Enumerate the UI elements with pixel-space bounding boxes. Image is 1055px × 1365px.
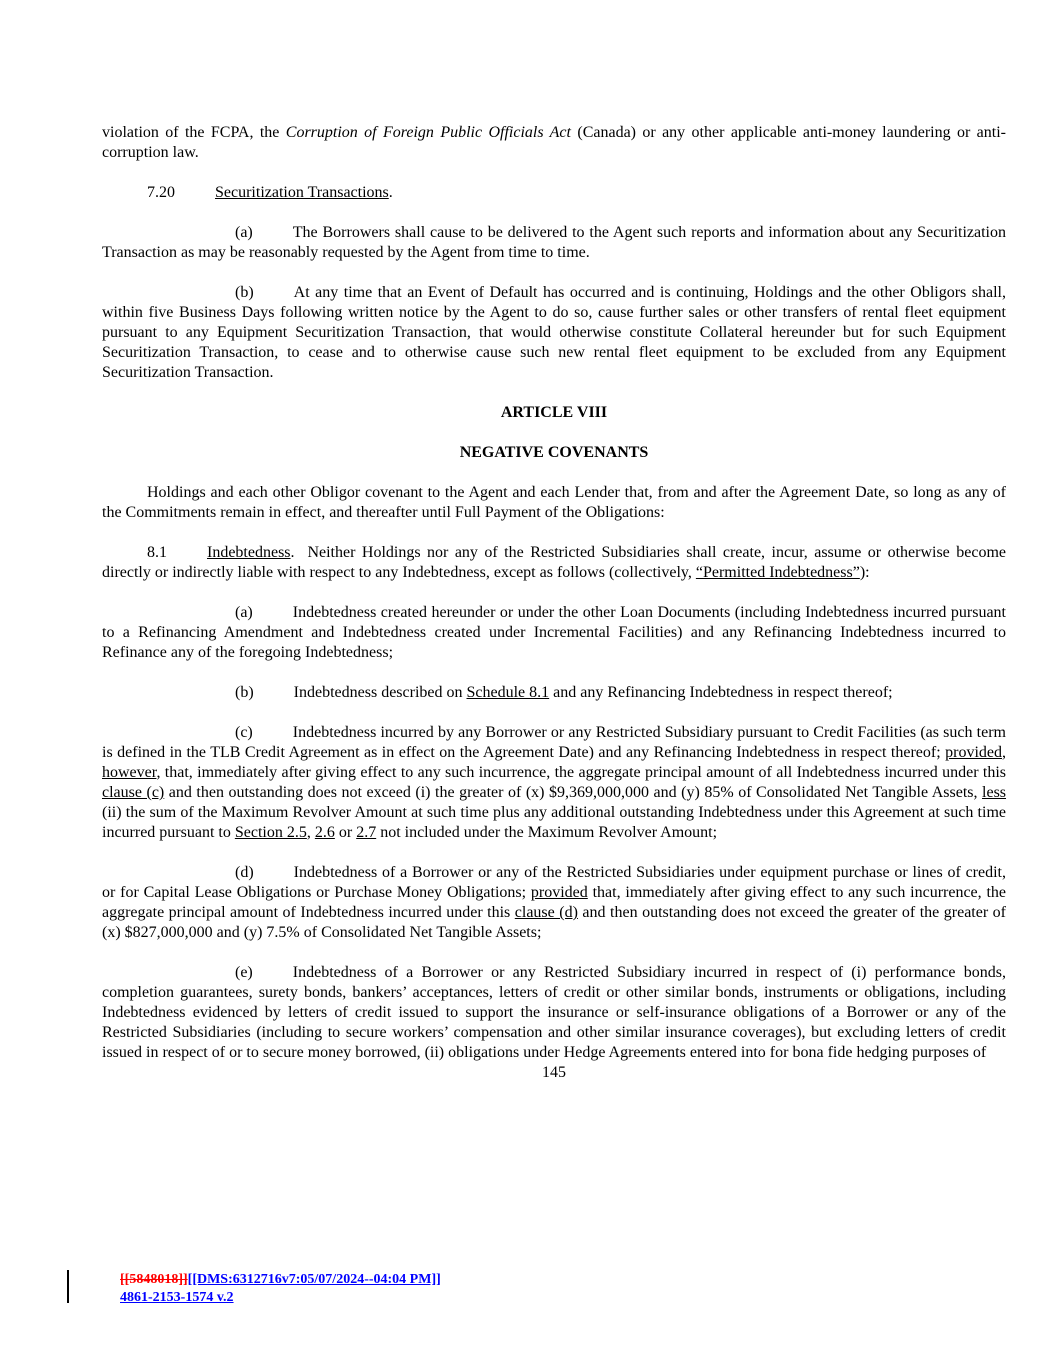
body-text-continuation: violation of the FCPA, the Corruption of Foreign Public Officials Act (Canada) or any other applicable anti-money laundering or anti-corruption law. xyxy=(102,124,1007,161)
covenant-lead-in: Holdings and each other Obligor covenant to the Agent and each Lender that, from and after the Agreement Date, so long as any of the Commitments remain in effect, and thereafter until Full Payment of the Obligations: xyxy=(102,484,1006,521)
clause-8-1-b: (b) Indebtedness described on Schedule 8.1 and any Refinancing Indebtedness in respect thereof; xyxy=(235,684,893,701)
clause-7-20-b: (b) At any time that an Event of Default has occurred and is continuing, Holdings and the other Obligors shall, within five Business Days following written notice by the Agent to do so, cause further sales or other transfers of rental fleet equipment pursuant to any Equipment Securitization Transaction, that would otherwise constitute Collateral hereunder but for such Equipment Securitization Transaction, to cease and to otherwise cause such new rental fleet equipment to be excluded from any Equipment Securitization Transaction. xyxy=(102,284,1006,381)
section-8-1-indebtedness: 8.1 Indebtedness. Neither Holdings nor any of the Restricted Subsidiaries shall create, incur, assume or otherwise become directly or indirectly liable with respect to any Indebtedness, except as follows (collectively, “Permitted Indebtedness”): xyxy=(102,544,1006,581)
negative-covenants-heading: NEGATIVE COVENANTS xyxy=(459,444,649,461)
clause-8-1-c: (c) Indebtedness incurred by any Borrower or any Restricted Subsidiary pursuant to Credit Facilities (as such term is defined in the TLB Credit Agreement as in effect on the Agreement Date) and any Refinancing Indebtedness in respect thereof; provided, however, that, immediately after giving effect to any such incurrence, the aggregate principal amount of all Indebtedness incurred under this clause (c) and then outstanding does not exceed (i) the greater of (x) $9,369,000,000 and (y) 85% of Consolidated Net Tangible Assets, less (ii) the sum of the Maximum Revolver Amount at such time plus any additional outstanding Indebtedness under this Agreement at such time incurred pursuant to Section 2.5, 2.6 or 2.7 not included under the Maximum Revolver Amount; xyxy=(102,724,1007,841)
clause-7-20-a: (a) The Borrowers shall cause to be delivered to the Agent such reports and information about any Securitization Transaction as may be reasonably requested by the Agent from time to time. xyxy=(102,224,1006,261)
article-viii-heading: ARTICLE VIII xyxy=(500,404,608,421)
page-number: 145 xyxy=(542,1064,566,1081)
document-body xyxy=(102,123,1006,1103)
footer-doc-ids: [[5848018]][[DMS:6312716v7:05/07/2024--04:04 PM]] xyxy=(120,1272,441,1287)
document-footer xyxy=(120,1271,441,1307)
clause-8-1-e: (e) Indebtedness of a Borrower or any Restricted Subsidiary incurred in respect of (i) performance bonds, completion guarantees, surety bonds, bankers’ acceptances, letters of credit or other similar bonds, instruments or obligations, including Indebtedness evidenced by letters of credit issued to support the insurance or self-insurance obligations of a Borrower or any of the Restricted Subsidiaries (including to secure workers’ compensation and other similar insurance coverages), but excluding letters of credit issued in respect of or to secure money borrowed, (ii) obligations under Hedge Agreements entered into for bona fide hedging purposes of xyxy=(102,964,1006,1061)
section-heading-7-20: 7.20 Securitization Transactions. xyxy=(147,184,393,201)
revision-change-bar xyxy=(67,1270,69,1303)
clause-8-1-a: (a) Indebtedness created hereunder or under the other Loan Documents (including Indebtedness incurred pursuant to a Refinancing Amendment and Indebtedness created under Incremental Facilities) and any Refinancing Indebtedness incurred to Refinance any of the foregoing Indebtedness; xyxy=(102,604,1006,661)
clause-8-1-d: (d) Indebtedness of a Borrower or any of the Restricted Subsidiaries under equipment purchase or lines of credit, or for Capital Lease Obligations or Purchase Money Obligations; provided that, immediately after giving effect to any such incurrence, the aggregate principal amount of Indebtedness incurred under this clause (d) and then outstanding does not exceed the greater of the greater of (x) $827,000,000 and (y) 7.5% of Consolidated Net Tangible Assets; xyxy=(102,864,1007,941)
footer-doc-number: 4861-2153-1574 v.2 xyxy=(120,1290,234,1305)
